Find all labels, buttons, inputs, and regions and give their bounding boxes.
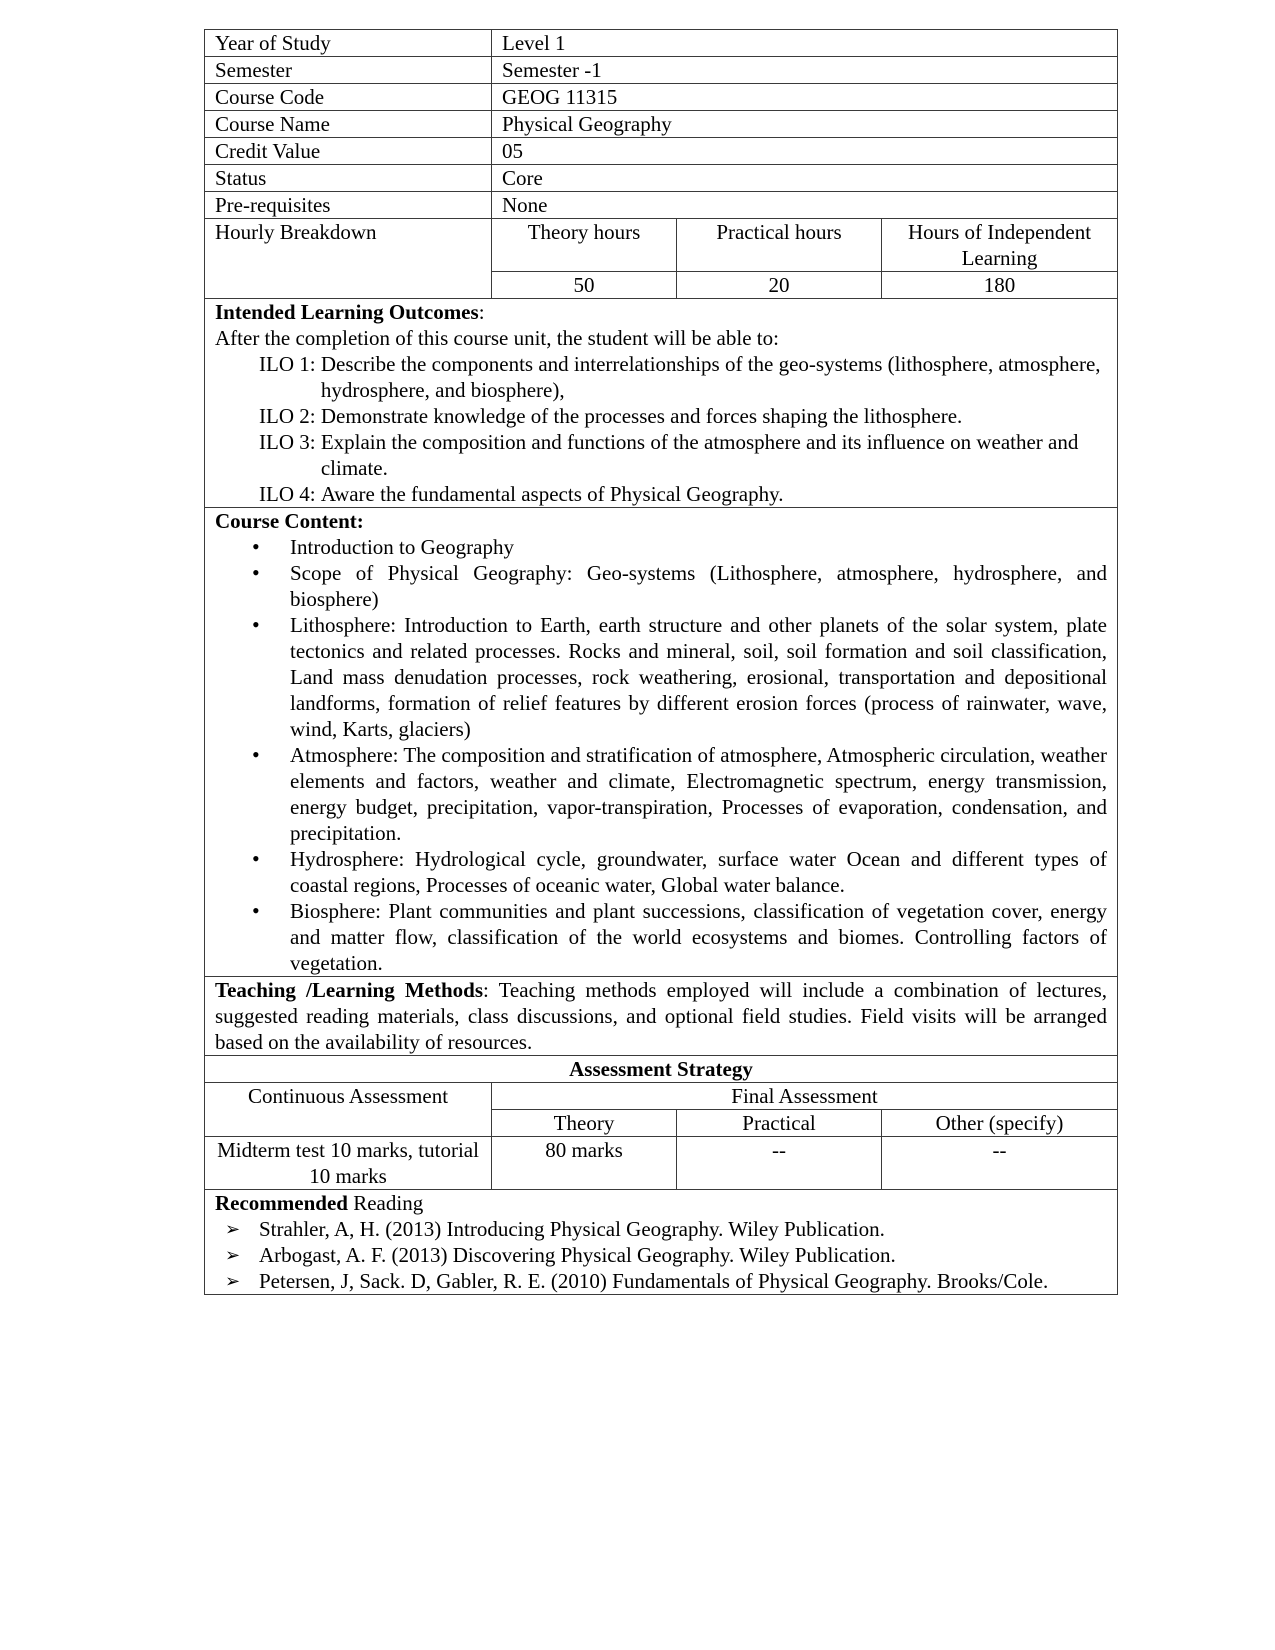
- ilo-item: [215, 403, 1107, 429]
- teaching-text: : Teaching methods employed will include a combination of lectures, suggested reading materials, class discussions, and optional field studies. Field visits will be arranged based on the availability of resources.: [215, 978, 1107, 1054]
- info-value: GEOG 11315: [492, 84, 1118, 111]
- final-assessment-label: Final Assessment: [492, 1083, 1118, 1110]
- hourly-label: Hourly Breakdown: [205, 219, 492, 299]
- ilo-row: [205, 299, 1118, 508]
- info-label: Course Name: [205, 111, 492, 138]
- ilo-text: Explain the composition and functions of the atmosphere and its influence on weather and climate.: [320, 430, 1079, 480]
- info-value: 05: [492, 138, 1118, 165]
- reading-section: [205, 1190, 1118, 1295]
- info-value: Core: [492, 165, 1118, 192]
- info-value: Semester -1: [492, 57, 1118, 84]
- info-label: Status: [205, 165, 492, 192]
- final-theory-value: 80 marks: [492, 1137, 677, 1190]
- info-row: [205, 30, 1118, 57]
- ilo-label: ILO 4:: [259, 482, 321, 506]
- reading-heading-bold: Recommended: [215, 1191, 348, 1215]
- info-label: Course Code: [205, 84, 492, 111]
- continuous-assessment-value: Midterm test 10 marks, tutorial 10 marks: [205, 1137, 492, 1190]
- ilo-item: [215, 429, 1107, 481]
- continuous-assessment-label: Continuous Assessment: [205, 1083, 492, 1137]
- ilo-section: [205, 299, 1118, 508]
- ilo-heading-text: Intended Learning Outcomes: [215, 300, 479, 324]
- info-value: None: [492, 192, 1118, 219]
- independent-hours-value: 180: [882, 272, 1118, 299]
- list-item: • Lithosphere: Introduction to Earth, earth structure and other planets of the solar system, plate tectonics and related processes. Rocks and mineral, soil, soil formation and soil classification, Land mass denudation processes, rock weathering, erosional, transportation and depositional landforms, formation of relief features by different erosion forces (process of rainwater, wave, wind, Karts, glaciers): [215, 612, 1107, 742]
- final-theory-header: Theory: [492, 1110, 677, 1137]
- ilo-item: [215, 481, 1107, 507]
- reading-heading: [215, 1190, 1107, 1216]
- info-label: Year of Study: [205, 30, 492, 57]
- ilo-heading: [215, 299, 1107, 325]
- assessment-heading: Assessment Strategy: [205, 1056, 1118, 1083]
- assessment-heading-row: [205, 1056, 1118, 1083]
- info-row: [205, 84, 1118, 111]
- list-item: • Biosphere: Plant communities and plant successions, classification of vegetation cover, energy and matter flow, classification of the world ecosystems and biomes. Controlling factors of vegetation.: [215, 898, 1107, 976]
- course-content-heading: Course Content:: [215, 509, 364, 533]
- list-item: • Introduction to Geography: [215, 534, 1107, 560]
- assessment-values-row: [205, 1137, 1118, 1190]
- course-content-section: [205, 508, 1118, 977]
- final-other-value: --: [882, 1137, 1118, 1190]
- list-item: ➢ Strahler, A, H. (2013) Introducing Physical Geography. Wiley Publication.: [215, 1216, 1107, 1242]
- reading-heading-rest: Reading: [347, 1191, 424, 1215]
- list-item: • Scope of Physical Geography: Geo-systems (Lithosphere, atmosphere, hydrosphere, and biosphere): [215, 560, 1107, 612]
- ilo-text: Demonstrate knowledge of the processes and forces shaping the lithosphere.: [320, 404, 963, 428]
- ilo-label: ILO 2:: [259, 404, 321, 428]
- course-content-list: [215, 534, 1107, 976]
- hourly-header-row: [205, 219, 1118, 272]
- list-item: • Atmosphere: The composition and stratification of atmosphere, Atmospheric circulation, weather elements and factors, weather and climate, Electromagnetic spectrum, energy transmission, energy budget, precipitation, vapor-transpiration, Processes of evaporation, condensation, and precipitation.: [215, 742, 1107, 846]
- ilo-label: ILO 3:: [259, 430, 321, 454]
- theory-hours-header: Theory hours: [492, 219, 677, 272]
- ilo-item: [215, 351, 1107, 403]
- ilo-label: ILO 1:: [259, 352, 321, 376]
- teaching-section: [205, 977, 1118, 1056]
- info-row: [205, 138, 1118, 165]
- info-row: [205, 192, 1118, 219]
- teaching-row: [205, 977, 1118, 1056]
- info-value: Physical Geography: [492, 111, 1118, 138]
- final-practical-header: Practical: [677, 1110, 882, 1137]
- info-value: Level 1: [492, 30, 1118, 57]
- reading-row: [205, 1190, 1118, 1295]
- ilo-text: Aware the fundamental aspects of Physical Geography.: [320, 482, 784, 506]
- list-item: • Hydrosphere: Hydrological cycle, groundwater, surface water Ocean and different types of coastal regions, Processes of oceanic water, Global water balance.: [215, 846, 1107, 898]
- info-label: Pre-requisites: [205, 192, 492, 219]
- info-row: [205, 111, 1118, 138]
- course-content-row: [205, 508, 1118, 977]
- reading-list: [215, 1216, 1107, 1294]
- ilo-heading-colon: :: [478, 300, 485, 324]
- final-practical-value: --: [677, 1137, 882, 1190]
- practical-hours-value: 20: [677, 272, 882, 299]
- list-item: ➢ Arbogast, A. F. (2013) Discovering Physical Geography. Wiley Publication.: [215, 1242, 1107, 1268]
- teaching-heading: Teaching /Learning Methods: [215, 978, 483, 1002]
- theory-hours-value: 50: [492, 272, 677, 299]
- info-label: Credit Value: [205, 138, 492, 165]
- info-label: Semester: [205, 57, 492, 84]
- assessment-header-row: [205, 1083, 1118, 1110]
- info-row: [205, 165, 1118, 192]
- info-row: [205, 57, 1118, 84]
- list-item: ➢ Petersen, J, Sack. D, Gabler, R. E. (2010) Fundamentals of Physical Geography. Brooks/Cole.: [215, 1268, 1107, 1294]
- ilo-intro: After the completion of this course unit, the student will be able to:: [215, 326, 779, 350]
- ilo-text: Describe the components and interrelationships of the geo-systems (lithosphere, atmosphere, hydrosphere, and biosphere),: [320, 352, 1101, 402]
- independent-hours-header: Hours of Independent Learning: [882, 219, 1118, 272]
- final-other-header: Other (specify): [882, 1110, 1118, 1137]
- course-spec-table: [204, 29, 1118, 1295]
- practical-hours-header: Practical hours: [677, 219, 882, 272]
